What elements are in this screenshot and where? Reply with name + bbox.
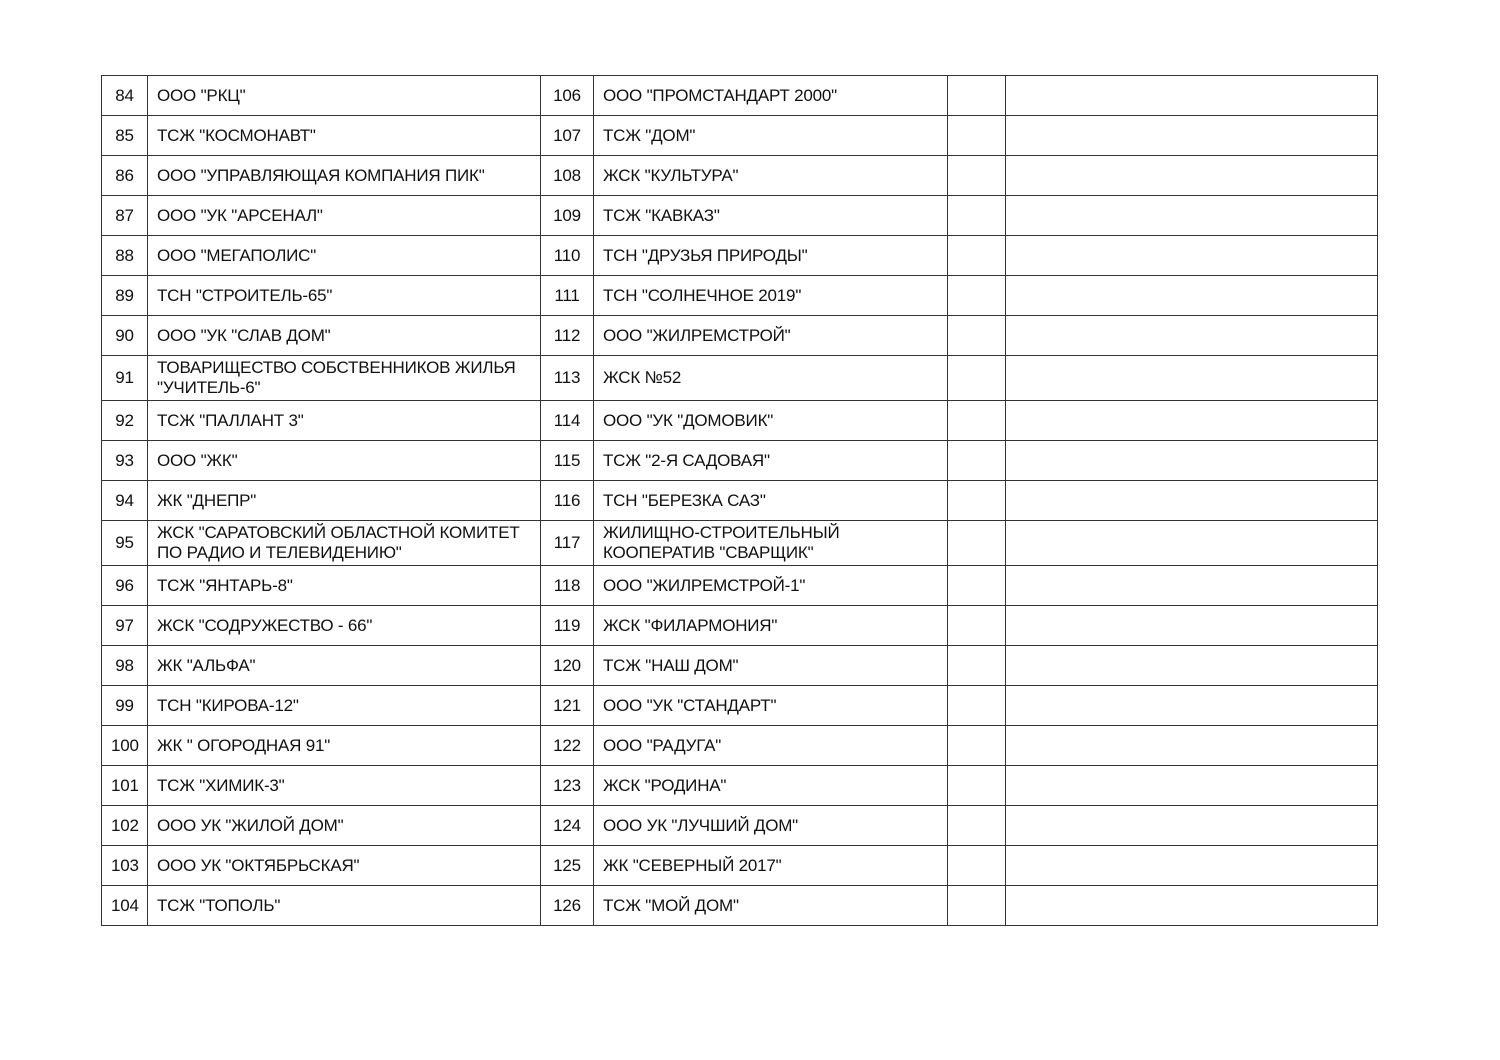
organization-name-right: ТСЖ "ДОМ" <box>594 116 948 156</box>
empty-cell <box>948 401 1006 441</box>
row-number-right: 113 <box>541 356 594 401</box>
organization-name-left: ООО "УК "АРСЕНАЛ" <box>148 196 541 236</box>
row-number-left: 84 <box>102 76 148 116</box>
row-number-left: 92 <box>102 401 148 441</box>
row-number-left: 89 <box>102 276 148 316</box>
empty-cell <box>1006 646 1378 686</box>
organization-name-left: ТСН "КИРОВА-12" <box>148 686 541 726</box>
empty-cell <box>948 196 1006 236</box>
row-number-right: 106 <box>541 76 594 116</box>
organization-name-left: ЖК "ДНЕПР" <box>148 481 541 521</box>
document-sheet <box>101 75 1377 926</box>
table-row <box>102 401 1378 441</box>
empty-cell <box>1006 846 1378 886</box>
empty-cell <box>948 566 1006 606</box>
table-body <box>102 76 1378 926</box>
organization-name-left: ТСЖ "ХИМИК-3" <box>148 766 541 806</box>
organization-name-left: ТСЖ "ТОПОЛЬ" <box>148 886 541 926</box>
organization-name-right: ЖИЛИЩНО-СТРОИТЕЛЬНЫЙ КООПЕРАТИВ "СВАРЩИК" <box>594 521 948 566</box>
row-number-right: 120 <box>541 646 594 686</box>
row-number-right: 112 <box>541 316 594 356</box>
row-number-left: 101 <box>102 766 148 806</box>
organization-name-left: ТОВАРИЩЕСТВО СОБСТВЕННИКОВ ЖИЛЬЯ "УЧИТЕЛЬ-6" <box>148 356 541 401</box>
organization-name-right: ООО "ЖИЛРЕМСТРОЙ" <box>594 316 948 356</box>
row-number-right: 125 <box>541 846 594 886</box>
organization-name-left: ООО "РКЦ" <box>148 76 541 116</box>
empty-cell <box>948 646 1006 686</box>
table-row <box>102 606 1378 646</box>
empty-cell <box>948 236 1006 276</box>
empty-cell <box>948 356 1006 401</box>
organization-name-right: ООО "УК "ДОМОВИК" <box>594 401 948 441</box>
row-number-left: 102 <box>102 806 148 846</box>
row-number-right: 121 <box>541 686 594 726</box>
row-number-right: 110 <box>541 236 594 276</box>
row-number-left: 97 <box>102 606 148 646</box>
empty-cell <box>1006 196 1378 236</box>
table-row <box>102 766 1378 806</box>
row-number-left: 100 <box>102 726 148 766</box>
empty-cell <box>948 766 1006 806</box>
row-number-left: 98 <box>102 646 148 686</box>
empty-cell <box>1006 276 1378 316</box>
row-number-right: 108 <box>541 156 594 196</box>
organization-name-right: ЖК "СЕВЕРНЫЙ 2017" <box>594 846 948 886</box>
row-number-right: 115 <box>541 441 594 481</box>
empty-cell <box>1006 481 1378 521</box>
row-number-left: 93 <box>102 441 148 481</box>
empty-cell <box>1006 156 1378 196</box>
empty-cell <box>1006 606 1378 646</box>
row-number-left: 91 <box>102 356 148 401</box>
empty-cell <box>1006 76 1378 116</box>
organization-name-left: ЖСК "САРАТОВСКИЙ ОБЛАСТНОЙ КОМИТЕТ ПО РАДИО И ТЕЛЕВИДЕНИЮ" <box>148 521 541 566</box>
empty-cell <box>948 316 1006 356</box>
organization-name-right: ООО "УК "СТАНДАРТ" <box>594 686 948 726</box>
row-number-left: 85 <box>102 116 148 156</box>
row-number-left: 103 <box>102 846 148 886</box>
row-number-left: 96 <box>102 566 148 606</box>
row-number-right: 117 <box>541 521 594 566</box>
row-number-right: 114 <box>541 401 594 441</box>
organization-name-left: ЖК " ОГОРОДНАЯ 91" <box>148 726 541 766</box>
empty-cell <box>948 726 1006 766</box>
row-number-left: 86 <box>102 156 148 196</box>
organization-name-left: ТСЖ "КОСМОНАВТ" <box>148 116 541 156</box>
empty-cell <box>1006 806 1378 846</box>
organizations-table <box>101 75 1378 926</box>
organization-name-left: ЖСК "СОДРУЖЕСТВО - 66" <box>148 606 541 646</box>
empty-cell <box>948 606 1006 646</box>
empty-cell <box>948 481 1006 521</box>
organization-name-right: ЖСК "КУЛЬТУРА" <box>594 156 948 196</box>
row-number-left: 88 <box>102 236 148 276</box>
row-number-left: 99 <box>102 686 148 726</box>
row-number-right: 124 <box>541 806 594 846</box>
table-row <box>102 356 1378 401</box>
empty-cell <box>948 116 1006 156</box>
table-row <box>102 116 1378 156</box>
table-row <box>102 886 1378 926</box>
organization-name-left: ТСЖ "ЯНТАРЬ-8" <box>148 566 541 606</box>
table-row <box>102 236 1378 276</box>
table-row <box>102 566 1378 606</box>
table-row <box>102 646 1378 686</box>
organization-name-right: ТСЖ "2-Я САДОВАЯ" <box>594 441 948 481</box>
row-number-right: 111 <box>541 276 594 316</box>
organization-name-left: ООО УК "ЖИЛОЙ ДОМ" <box>148 806 541 846</box>
empty-cell <box>1006 521 1378 566</box>
empty-cell <box>1006 236 1378 276</box>
empty-cell <box>948 76 1006 116</box>
empty-cell <box>1006 401 1378 441</box>
table-row <box>102 481 1378 521</box>
empty-cell <box>948 846 1006 886</box>
organization-name-left: ООО "УПРАВЛЯЮЩАЯ КОМПАНИЯ ПИК" <box>148 156 541 196</box>
organization-name-right: ООО УК "ЛУЧШИЙ ДОМ" <box>594 806 948 846</box>
organization-name-right: ТСЖ "КАВКАЗ" <box>594 196 948 236</box>
row-number-right: 118 <box>541 566 594 606</box>
table-row <box>102 196 1378 236</box>
table-row <box>102 686 1378 726</box>
organization-name-right: ЖСК "РОДИНА" <box>594 766 948 806</box>
table-row <box>102 806 1378 846</box>
row-number-right: 126 <box>541 886 594 926</box>
empty-cell <box>1006 441 1378 481</box>
organization-name-right: ТСН "ДРУЗЬЯ ПРИРОДЫ" <box>594 236 948 276</box>
empty-cell <box>948 806 1006 846</box>
row-number-right: 119 <box>541 606 594 646</box>
empty-cell <box>948 441 1006 481</box>
organization-name-right: ЖСК №52 <box>594 356 948 401</box>
organization-name-left: ООО УК "ОКТЯБРЬСКАЯ" <box>148 846 541 886</box>
row-number-left: 87 <box>102 196 148 236</box>
organization-name-left: ООО "УК "СЛАВ ДОМ" <box>148 316 541 356</box>
empty-cell <box>948 156 1006 196</box>
row-number-left: 95 <box>102 521 148 566</box>
empty-cell <box>1006 316 1378 356</box>
table-row <box>102 441 1378 481</box>
empty-cell <box>948 886 1006 926</box>
organization-name-right: ТСН "БЕРЕЗКА САЗ" <box>594 481 948 521</box>
row-number-left: 104 <box>102 886 148 926</box>
table-row <box>102 726 1378 766</box>
organization-name-right: ТСЖ "НАШ ДОМ" <box>594 646 948 686</box>
row-number-left: 94 <box>102 481 148 521</box>
empty-cell <box>948 276 1006 316</box>
table-row <box>102 846 1378 886</box>
row-number-right: 107 <box>541 116 594 156</box>
table-row <box>102 316 1378 356</box>
empty-cell <box>1006 886 1378 926</box>
table-row <box>102 276 1378 316</box>
organization-name-right: ООО "РАДУГА" <box>594 726 948 766</box>
organization-name-right: ТСЖ "МОЙ ДОМ" <box>594 886 948 926</box>
row-number-right: 109 <box>541 196 594 236</box>
empty-cell <box>948 521 1006 566</box>
empty-cell <box>1006 726 1378 766</box>
organization-name-left: ООО "МЕГАПОЛИС" <box>148 236 541 276</box>
row-number-right: 116 <box>541 481 594 521</box>
organization-name-left: ЖК "АЛЬФА" <box>148 646 541 686</box>
empty-cell <box>948 686 1006 726</box>
table-row <box>102 156 1378 196</box>
table-row <box>102 76 1378 116</box>
organization-name-left: ТСЖ "ПАЛЛАНТ 3" <box>148 401 541 441</box>
organization-name-left: ТСН "СТРОИТЕЛЬ-65" <box>148 276 541 316</box>
empty-cell <box>1006 566 1378 606</box>
empty-cell <box>1006 116 1378 156</box>
organization-name-right: ТСН "СОЛНЕЧНОЕ 2019" <box>594 276 948 316</box>
organization-name-right: ООО "ЖИЛРЕМСТРОЙ-1" <box>594 566 948 606</box>
row-number-left: 90 <box>102 316 148 356</box>
row-number-right: 123 <box>541 766 594 806</box>
row-number-right: 122 <box>541 726 594 766</box>
empty-cell <box>1006 686 1378 726</box>
organization-name-right: ООО "ПРОМСТАНДАРТ 2000" <box>594 76 948 116</box>
organization-name-right: ЖСК "ФИЛАРМОНИЯ" <box>594 606 948 646</box>
empty-cell <box>1006 356 1378 401</box>
empty-cell <box>1006 766 1378 806</box>
table-row <box>102 521 1378 566</box>
organization-name-left: ООО "ЖК" <box>148 441 541 481</box>
